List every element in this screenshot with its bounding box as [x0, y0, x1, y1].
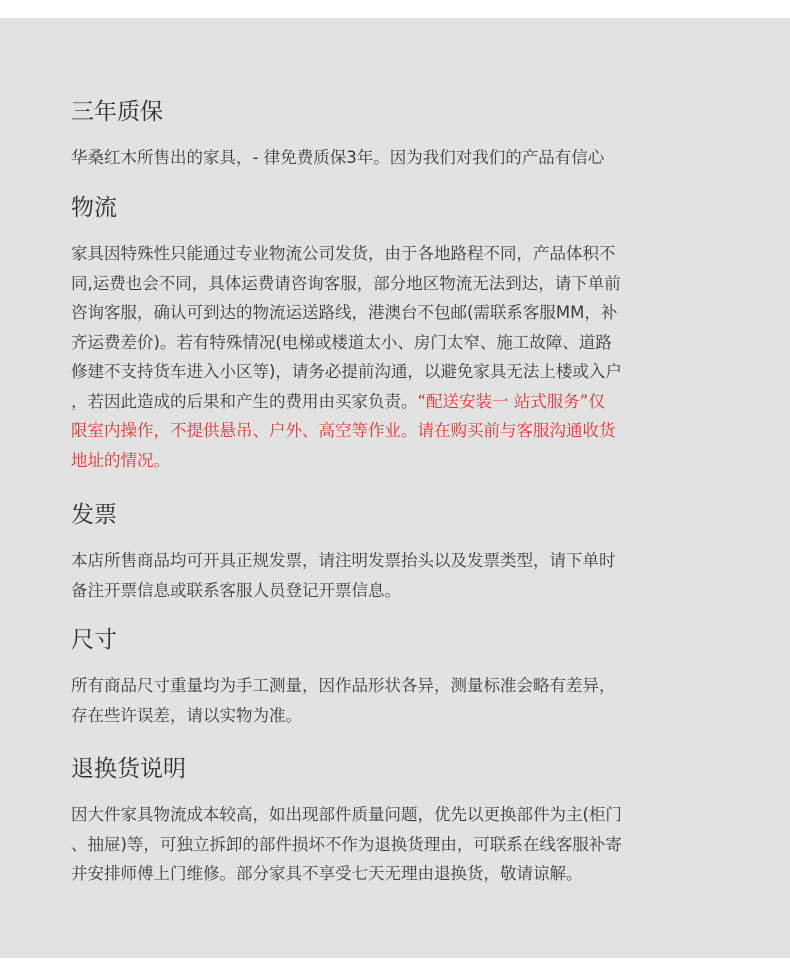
- section-title-invoice: 发票: [71, 502, 117, 528]
- section-returns: [71, 754, 741, 889]
- section-title-warranty: 三年质保: [71, 99, 163, 125]
- section-body-size: [71, 671, 741, 730]
- body-line: 华桑红木所售出的家具，- 律免费质保3年。因为我们对我们的产品有信心: [71, 148, 605, 167]
- section-title-logistics: 物流: [71, 195, 117, 221]
- section-title-returns: 退换货说明: [71, 756, 186, 782]
- body-line: 家具因特殊性只能通过专业物流公司发货，由于各地路程不同，产品体积不: [71, 244, 616, 263]
- section-size: [71, 625, 741, 730]
- section-body-invoice: [71, 546, 741, 605]
- body-line: 因大件家具物流成本较高，如出现部件质量问题，优先以更换部件为主(柜门: [71, 805, 622, 824]
- body-line: 同,运费也会不同，具体运费请咨询客服，部分地区物流无法到达，请下单前: [71, 273, 621, 293]
- body-line: 存在些许误差，请以实物为准。: [71, 705, 302, 725]
- body-line: 并安排师傅上门维修。部分家具不享受七天无理由退换货，敬请谅解。: [71, 864, 583, 883]
- section-warranty: [71, 97, 741, 173]
- section-body-warranty: [71, 143, 741, 173]
- section-body-logistics: [71, 239, 741, 475]
- section-invoice: [71, 500, 741, 605]
- body-line: 修建不支持货车进入小区等)，请务必提前沟通，以避免家具无法上楼或入户: [71, 362, 622, 381]
- body-line: 、抽屉)等，可独立拆卸的部件损坏不作为退换货理由，可联系在线客服补寄: [71, 834, 622, 854]
- body-line: 备注开票信息或联系客服人员登记开票信息。: [71, 580, 401, 600]
- body-line-mixed: [71, 387, 741, 417]
- body-line: 咨询客服，确认可到达的物流运送路线，港澳台不包邮(需联系客服MM，补: [71, 303, 618, 322]
- content-panel: [0, 18, 790, 958]
- notice-red-text: “配送安装一 站式服务”仅: [417, 391, 605, 411]
- section-logistics: [71, 193, 741, 475]
- section-body-returns: [71, 800, 741, 889]
- body-line: ，若因此造成的后果和产生的费用由买家负责。: [71, 391, 418, 411]
- body-line: 所有商品尺寸重量均为手工测量，因作品形状各异，测量标准会略有差异，: [71, 676, 616, 695]
- notice-red-text: 限室内操作，不提供悬吊、户外、高空等作业。请在购买前与客服沟通收货: [71, 421, 616, 440]
- notice-red-text: 地址的情况。: [71, 450, 170, 470]
- section-title-size: 尺寸: [71, 627, 117, 653]
- body-line: 齐运费差价)。若有特殊情况(电梯或楼道太小、房门太窄、施工故障、道路: [71, 332, 612, 352]
- body-line: 本店所售商品均可开具正规发票，请注明发票抬头以及发票类型，请下单时: [71, 551, 616, 570]
